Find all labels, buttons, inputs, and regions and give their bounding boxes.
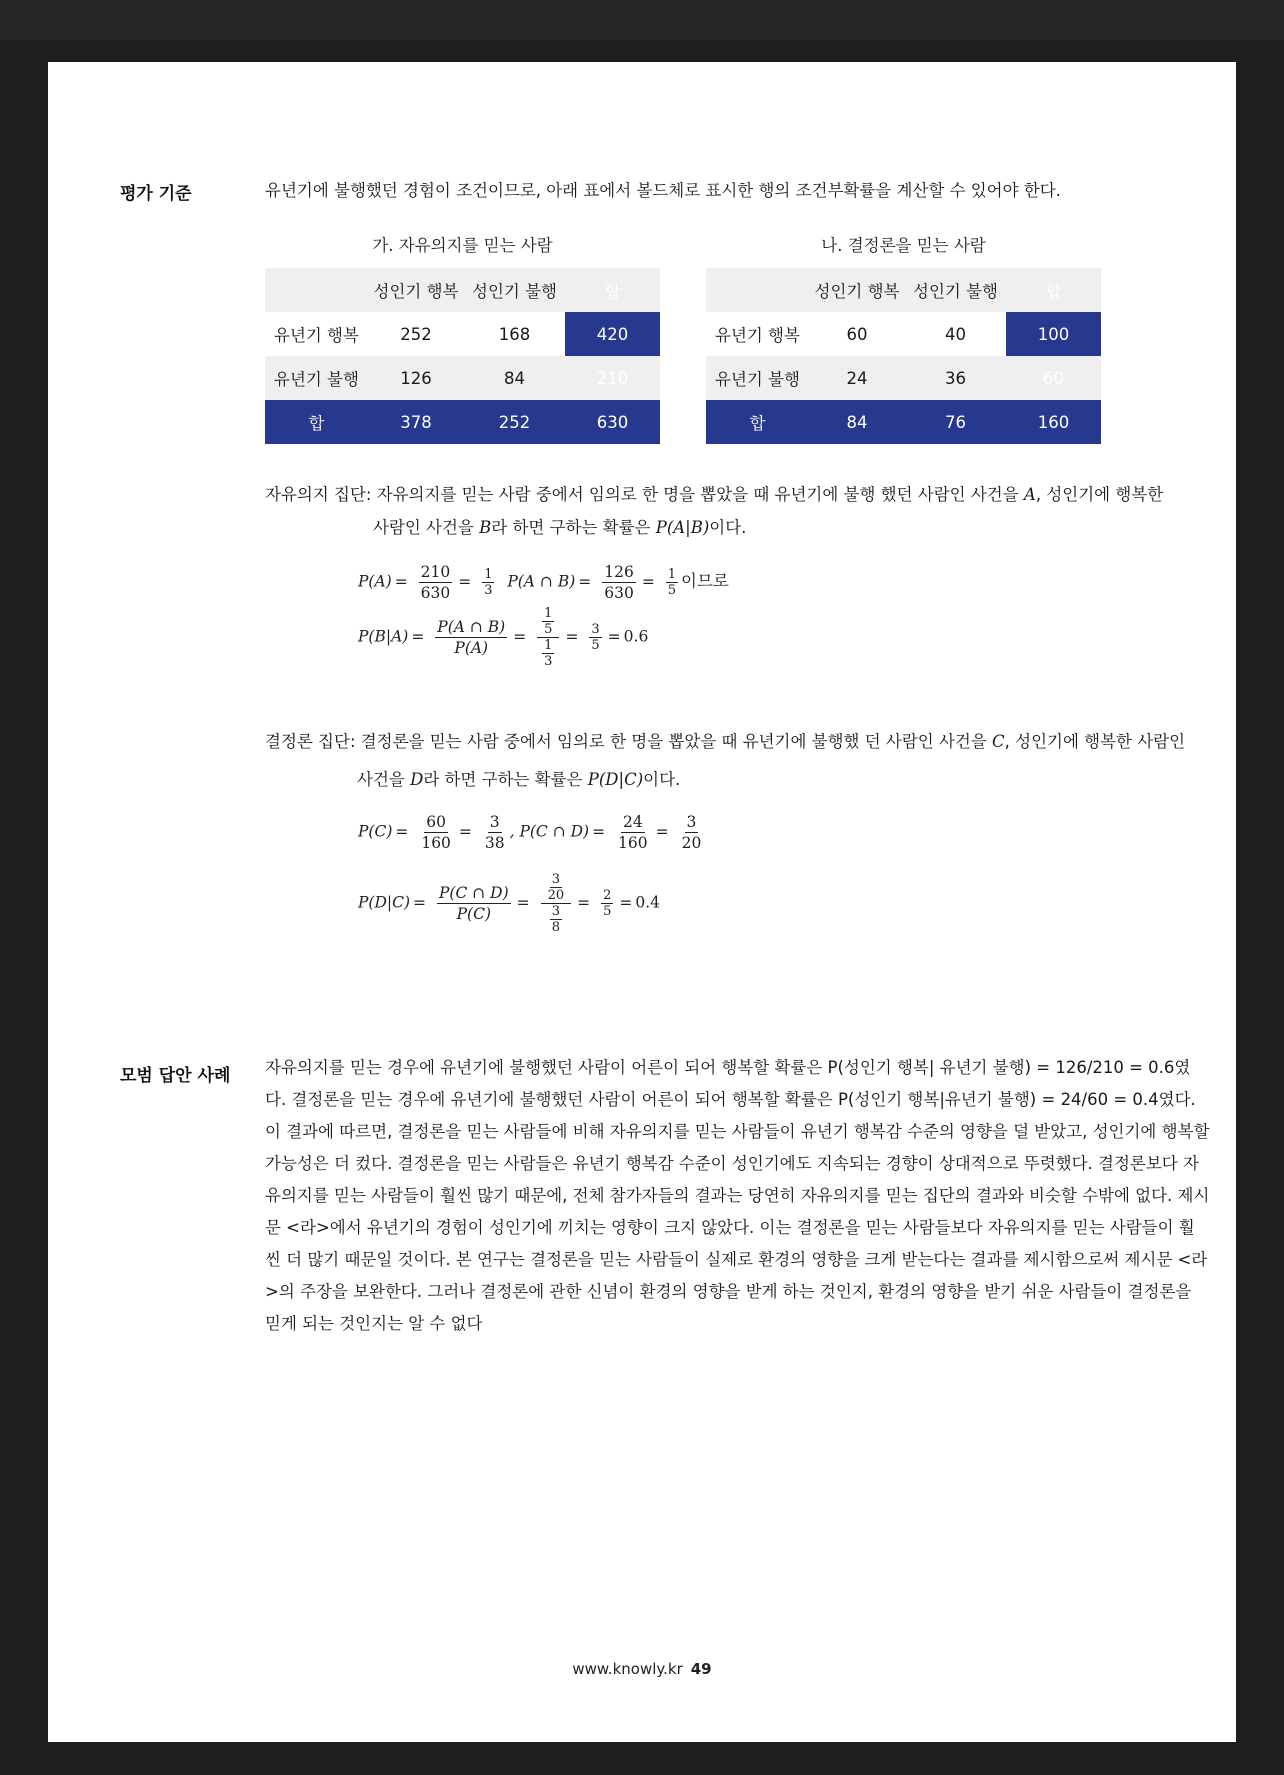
numerator: 24 bbox=[622, 813, 643, 831]
denominator: 3 bbox=[544, 654, 553, 669]
event-c: C bbox=[992, 732, 1005, 751]
viewer-top-bar bbox=[0, 0, 1284, 40]
table-header-cell: 합 bbox=[565, 268, 660, 312]
fraction bbox=[616, 812, 650, 853]
free-will-text: 사람인 사건을 bbox=[373, 518, 474, 537]
numerator: 3 bbox=[489, 813, 500, 831]
criteria-intro: 유년기에 불행했던 경험이 조건이므로, 아래 표에서 볼드체로 표시한 행의 조건부확률을 계산할 수 있어야 한다. bbox=[265, 181, 1061, 200]
table-header-cell: 성인기 불행 bbox=[905, 268, 1006, 312]
table-cell: 24 bbox=[809, 356, 905, 400]
numerator: P(C ∩ D) bbox=[438, 884, 509, 902]
fraction bbox=[435, 617, 507, 658]
numerator: 1 bbox=[667, 567, 677, 582]
eq-term: P(B|A) bbox=[358, 627, 409, 646]
event-b: B bbox=[479, 518, 492, 537]
page-number: 49 bbox=[690, 1660, 712, 1678]
numerator: 1 bbox=[484, 567, 493, 582]
table-cell: 420 bbox=[565, 312, 660, 356]
denominator: 38 bbox=[484, 834, 505, 852]
table-header-cell bbox=[706, 268, 809, 312]
target-probability: P(A|B) bbox=[655, 518, 710, 537]
fraction bbox=[589, 622, 601, 653]
table-header-row bbox=[706, 268, 1101, 312]
fraction bbox=[680, 812, 704, 853]
table-row-header: 유년기 불행 bbox=[265, 356, 368, 400]
table-row-header: 유년기 행복 bbox=[274, 326, 359, 345]
eq-term: P(C) bbox=[358, 822, 393, 841]
table-cell: 630 bbox=[565, 400, 660, 444]
denominator: 160 bbox=[421, 834, 451, 852]
event-a: A bbox=[1023, 485, 1036, 504]
determinism-text: 사건을 bbox=[357, 770, 405, 789]
free-will-line-1 bbox=[265, 480, 1225, 510]
free-will-text: 이다. bbox=[709, 518, 747, 537]
denominator: 160 bbox=[618, 834, 648, 852]
page-footer bbox=[48, 1660, 1236, 1678]
compound-fraction bbox=[541, 872, 572, 935]
eq-term: P(A) bbox=[358, 572, 392, 591]
fraction bbox=[550, 904, 562, 935]
denominator: 8 bbox=[551, 920, 560, 935]
table-cell: 84 bbox=[464, 356, 565, 400]
fraction bbox=[602, 562, 636, 603]
table-free-will bbox=[265, 268, 660, 444]
numerator: 1 bbox=[544, 638, 553, 653]
equation-pdc: P(D|C) = $\frac{P(C \cap D)}{P(C)}$ = $\frac{\frac{3}{20}}{\frac{3}{8}}$ = $\frac{2}{5}$ = 0.4 bbox=[358, 872, 660, 935]
denominator: 630 bbox=[420, 584, 451, 602]
numerator: 3 bbox=[591, 622, 600, 637]
determinism-line-2 bbox=[357, 765, 680, 795]
determinism-text: 결정론 집단: 결정론을 믿는 사람 중에서 임의로 한 명을 뽑았을 때 유년기에 불행했 던 사람인 사건을 bbox=[265, 732, 987, 751]
denominator: P(A) bbox=[454, 639, 489, 657]
table-b-caption: 나. 결정론을 믿는 사람 bbox=[821, 236, 986, 255]
determinism-text: 라 하면 구하는 확률은 bbox=[423, 770, 583, 789]
table-cell: 84 bbox=[809, 400, 905, 444]
table-row bbox=[265, 312, 660, 356]
denominator: P(C) bbox=[456, 905, 491, 923]
numerator: 3 bbox=[686, 813, 697, 831]
eq-term: P(A ∩ B) bbox=[507, 572, 576, 591]
fraction bbox=[542, 638, 554, 669]
numerator: 3 bbox=[551, 872, 560, 887]
table-cell: 36 bbox=[905, 356, 1006, 400]
denominator: 20 bbox=[547, 888, 565, 903]
criteria-label: 평가 기준 bbox=[120, 184, 192, 204]
free-will-line-2 bbox=[373, 513, 746, 543]
denominator: 630 bbox=[604, 584, 634, 602]
table-header-cell: 성인기 행복 bbox=[368, 268, 464, 312]
model-answer-label: 모범 답안 사례 bbox=[120, 1066, 231, 1086]
fraction bbox=[437, 883, 511, 924]
table-header-row bbox=[265, 268, 660, 312]
free-will-text: 자유의지 집단: 자유의지를 믿는 사람 중에서 임의로 한 명을 뽑았을 때 유년기에 불행 했던 사람인 사건을 bbox=[265, 485, 1019, 504]
equation-pba: P(B|A) = $\frac{P(A \cap B)}{P(A)}$ = $\frac{\frac{1}{5}}{\frac{1}{3}}$ = $\frac{3}{5}$ = 0.6 bbox=[358, 606, 649, 669]
numerator: P(A ∩ B) bbox=[437, 618, 506, 636]
denominator: 20 bbox=[681, 834, 702, 852]
target-probability: P(D|C) bbox=[587, 770, 644, 789]
denominator: 3 bbox=[484, 583, 493, 598]
table-row-header: 합 bbox=[706, 400, 809, 444]
table-row bbox=[265, 356, 660, 400]
table-cell: 210 bbox=[565, 356, 660, 400]
table-cell: 126 bbox=[368, 356, 464, 400]
table-total-row bbox=[706, 400, 1101, 444]
footer-site: www.knowly.kr bbox=[572, 1660, 683, 1678]
table-cell: 76 bbox=[905, 400, 1006, 444]
table-cell: 40 bbox=[945, 324, 966, 344]
equation-pa: P(A) = $\frac{210}{630}$ = $\frac{1}{3}$ P(A ∩ B) = $\frac{126}{630}$ = $\frac{1}{5}$ 이므로 bbox=[358, 563, 729, 602]
document-page bbox=[48, 62, 1236, 1742]
compound-fraction bbox=[537, 606, 559, 669]
free-will-text: 라 하면 구하는 확률은 bbox=[491, 518, 651, 537]
table-row bbox=[706, 312, 1101, 356]
numerator: 1 bbox=[544, 606, 553, 621]
eq-term: P(C ∩ D) bbox=[519, 822, 590, 841]
table-cell: 60 bbox=[846, 324, 868, 344]
table-header-cell: 성인기 불행 bbox=[464, 268, 565, 312]
table-row-header: 유년기 행복 bbox=[715, 326, 800, 345]
table-determinism bbox=[706, 268, 1101, 444]
fraction bbox=[601, 888, 613, 919]
table-a-caption: 가. 자유의지를 믿는 사람 bbox=[372, 236, 553, 255]
table-cell: 60 bbox=[1006, 356, 1101, 400]
result: 0.6 bbox=[623, 627, 649, 646]
determinism-line-1 bbox=[265, 727, 1225, 757]
table-header-cell: 합 bbox=[1006, 268, 1101, 312]
determinism-text-end: , 성인기에 행복한 사람인 bbox=[1004, 732, 1186, 751]
table-header-cell bbox=[265, 268, 368, 312]
numerator: 60 bbox=[426, 813, 446, 831]
fraction bbox=[546, 872, 567, 903]
result: 0.4 bbox=[635, 893, 660, 912]
eq-term: P(D|C) bbox=[358, 893, 411, 912]
fraction bbox=[483, 812, 507, 853]
fraction bbox=[666, 567, 678, 598]
table-header-cell: 성인기 행복 bbox=[809, 268, 905, 312]
table-cell: 160 bbox=[1006, 400, 1101, 444]
denominator: 5 bbox=[603, 904, 612, 919]
numerator: 126 bbox=[604, 563, 634, 581]
table-cell: 378 bbox=[368, 400, 464, 444]
numerator: 2 bbox=[603, 888, 612, 903]
numerator: 210 bbox=[420, 563, 451, 581]
fraction bbox=[419, 562, 453, 603]
table-cell: 252 bbox=[400, 324, 432, 344]
determinism-text: 이다. bbox=[643, 770, 681, 789]
free-will-text-end: , 성인기에 행복한 bbox=[1035, 485, 1164, 504]
table-row bbox=[706, 356, 1101, 400]
numerator: 3 bbox=[551, 904, 560, 919]
fraction bbox=[482, 567, 494, 598]
table-cell: 252 bbox=[464, 400, 565, 444]
table-cell: 168 bbox=[498, 324, 531, 344]
table-row-header: 유년기 불행 bbox=[706, 356, 809, 400]
model-answer-text: 자유의지를 믿는 경우에 유년기에 불행했던 사람이 어른이 되어 행복할 확률은 P(성인기 행복| 유년기 불행) = 126/210 = 0.6였다. 결정론을 믿는 경우에 유년기에 불행했던 사람이 어른이 되어 행복할 확률은 P(성인기 행복|유년기 불행) = 24/60 = 0.4였다. 이 결과에 따르면, 결정론을 믿는 사람들에 비해 자유의지를 믿는 사람들이 유년기 행복감 수준의 영향을 덜 받았고, 성인기에 행복할 가능성은 더 컸다. 결정론을 믿는 사람들은 유년기 행복감 수준이 성인기에도 지속되는 경향이 상대적으로 뚜렷했다. 결정론보다 자유의지를 믿는 사람들이 훨씬 많기 때문에, 전체 참가자들의 결과는 당연히 자유의지를 믿는 집단의 결과와 비슷할 수밖에 없다. 제시문 <라>에서 유년기의 경험이 성인기에 끼치는 영향이 크지 않았다. 이는 결정론을 믿는 사람들보다 자유의지를 믿는 사람들이 훨씬 더 많기 때문일 것이다. 본 연구는 결정론을 믿는 사람들이 실제로 환경의 영향을 크게 받는다는 결과를 제시함으로써 제시문 <라>의 주장을 보완한다. 그러나 결정론에 관한 신념이 환경의 영향을 받게 하는 것인지, 환경의 영향을 받기 쉬운 사람들이 결정론을 믿게 되는 것인지는 알 수 없다 bbox=[265, 1058, 1210, 1333]
denominator: 5 bbox=[544, 622, 553, 637]
table-total-row bbox=[265, 400, 660, 444]
fraction bbox=[542, 606, 554, 637]
table-row-header: 합 bbox=[265, 400, 368, 444]
table-cell: 100 bbox=[1006, 312, 1101, 356]
fraction bbox=[419, 812, 453, 853]
denominator: 5 bbox=[591, 638, 600, 653]
event-d: D bbox=[410, 770, 424, 789]
equation-pc: P(C) = $\frac{60}{160}$ = $\frac{3}{38}$ , P(C ∩ D) = $\frac{24}{160}$ = $\frac{3}{20}$ bbox=[358, 813, 702, 852]
eq-suffix: 이므로 bbox=[681, 571, 729, 591]
denominator: 5 bbox=[667, 583, 677, 598]
